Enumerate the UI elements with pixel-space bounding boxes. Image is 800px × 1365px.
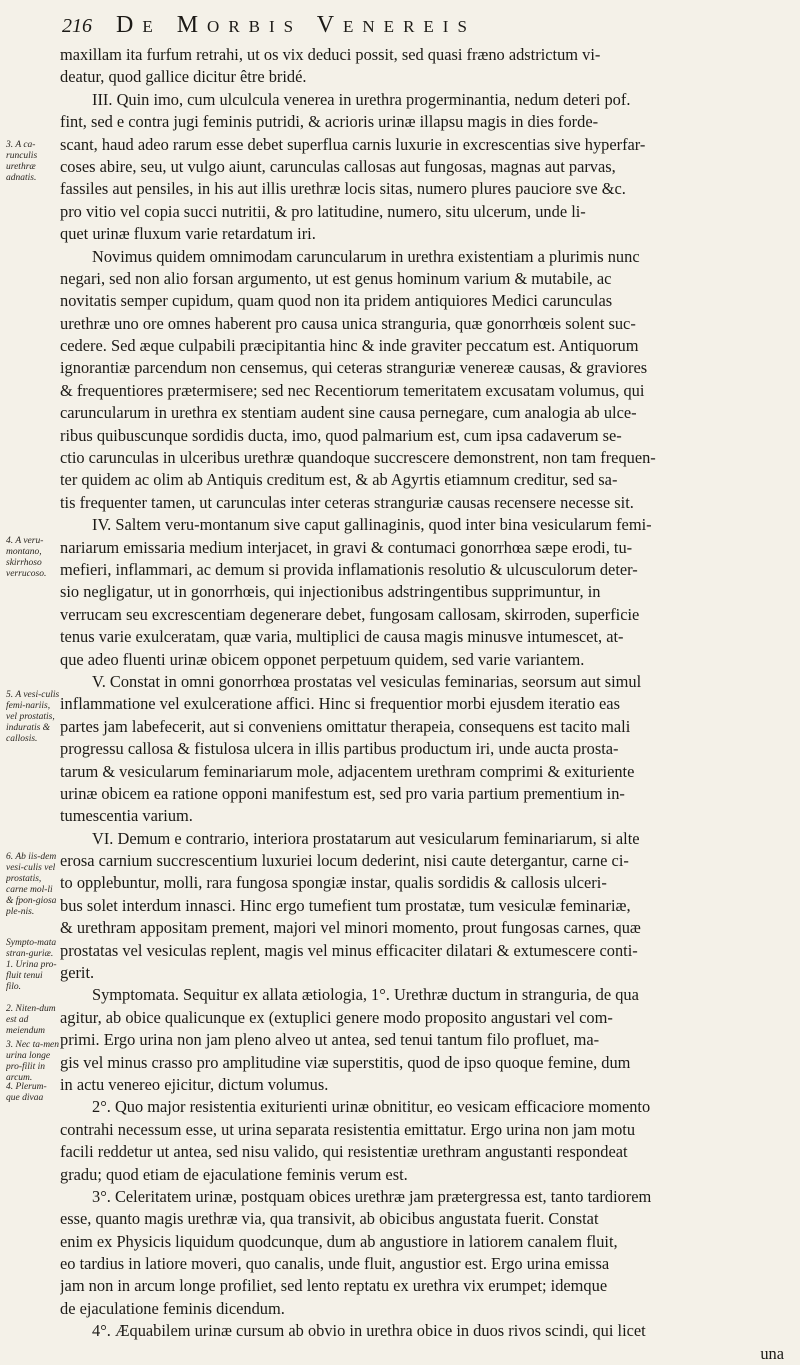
- text-line: scant, haud adeo rarum esse debet superflua carnis luxurie in excrescentias sive hyperfar-: [60, 134, 646, 154]
- text-line: gis vel minus crasso pro amplitudine viæ superstitis, quod de ipso quoque femine, dum: [60, 1052, 631, 1072]
- text-line: fassiles aut pensiles, in his aut illis urethræ locis sitas, numero plures pauciore sve &c.: [60, 179, 626, 199]
- text-line: 3°. Celeritatem urinæ, postquam obices urethræ jam prætergressa est, tanto tardiorem: [92, 1186, 652, 1206]
- text-line: esse, quanto magis urethræ via, qua transivit, ab obicibus angustata fuerit. Constat: [60, 1209, 599, 1229]
- text-line: gerit.: [60, 963, 95, 983]
- text-line: to opplebuntur, molli, rara fungosa spongiæ instar, qualis sordidis & callosis ulceri-: [60, 873, 607, 893]
- margin-note: Sympto-mata stran-guriæ. 1. Urina pro-fluit tenui filo.: [6, 938, 57, 992]
- main-text: [60, 44, 790, 1365]
- text-line: tenus varie exulceratam, quæ varia, multiplici de causa magis minusve intumescet, at-: [60, 627, 624, 647]
- margin-note: 6. Ab iis-dem vesi-culis vel prostatis, carne mol-li & fpon-giosa ple-nis.: [6, 852, 57, 917]
- text-line: III. Quin imo, cum ulculcula venerea in urethra progerminantia, nedum deteri pof.: [92, 89, 631, 109]
- text-line: prostatas vel vesiculas replent, magis vel minus efficaciter dilatari & extumescere conti-: [60, 940, 638, 960]
- margin-note: 3. A ca-runculis urethræ adnatis.: [6, 140, 38, 183]
- margin-notes: [0, 0, 58, 1113]
- text-line: IV. Saltem veru-montanum sive caput gallinaginis, quod inter bina vesicularum femi-: [92, 515, 652, 535]
- running-title: De Morbis Venereis: [116, 12, 476, 38]
- text-line: contrahi necessum esse, ut urina separata resistentia emittatur. Ergo urina non jam motu: [60, 1119, 636, 1139]
- text-line: mefieri, inflammari, ac demum si provida inflamationis resolutio & ulcusculorum deter-: [60, 559, 638, 579]
- text-line: 4°. Æquabilem urinæ cursum ab obvio in urethra obice in duos rivos scindi, qui licet: [92, 1321, 646, 1341]
- text-line: urethræ uno ore omnes haberent pro causa unica stranguria, quæ gonorrhœis solent suc-: [60, 313, 636, 333]
- margin-note: 2. Niten-dum est ad meiendum: [6, 1004, 56, 1036]
- margin-note: 4. A veru-montano, skirrhoso verrucoso.: [6, 536, 47, 579]
- text-line: verrucam seu excrescentiam degenerare debet, fungosam callosam, skirroden, superficie: [60, 604, 640, 624]
- text-line: V. Constat in omni gonorrhœa prostatas vel vesiculas feminarias, seorsum aut simul: [92, 671, 642, 691]
- text-line: primi. Ergo urina non jam pleno alveo ut antea, sed tenui tantum filo profluet, ma-: [60, 1030, 600, 1050]
- text-line: gradu; quod etiam de ejaculatione feminis verum est.: [60, 1164, 408, 1184]
- text-line: bus solet interdum innasci. Hinc ergo tumefient tum prostatæ, tum vesiculæ feminariæ,: [60, 895, 631, 915]
- text-line: Novimus quidem omnimodam caruncularum in urethra existentiam a plurimis nunc: [92, 246, 640, 266]
- text-line: coses abire, seu, ut vulgo aiunt, carunculas callosas aut fungosas, magnas aut parvas,: [60, 156, 616, 176]
- text-line: pro vitio vel copia succi nutritii, & pro latitudine, numero, situ ulcerum, unde li-: [60, 201, 586, 221]
- text-line: & frequentiores prætermisere; sed nec Recentiorum temeritatem excusatam volumus, qui: [60, 380, 645, 400]
- text-line: sio negligatur, ut in gonorrhœis, qui injectionibus adstringentibus supprimuntur, in: [60, 582, 601, 602]
- text-line: que adeo fluenti urinæ obicem opponet perpetuum quidem, sed varie variantem.: [60, 649, 585, 669]
- text-line: facili reddetur ut antea, sed nisu valido, qui resistentiæ urethram angustanti respondeat: [60, 1142, 628, 1162]
- text-line: & urethram appositam prement, majori vel minori momento, prout fungosas carnes, quæ: [60, 918, 641, 938]
- text-line: negari, sed non alio forsan argumento, ut est genus hominum varium & mutabile, ac: [60, 268, 612, 288]
- text-line: jam non in arcum longe profiliet, sed lento reptatu ex urethra vix erumpet; idemque: [60, 1276, 608, 1296]
- text-line: cedere. Sed æque culpabili præcipitantia hinc & inde graviter peccatum est. Antiquorum: [60, 336, 639, 356]
- text-line: maxillam ita furfum retrahi, ut os vix deduci possit, sed quasi fræno adstrictum vi-: [60, 45, 601, 64]
- text-line: fint, sed e contra jugi feminis putridi, & acrioris urinæ illapsu magis in dies forde-: [60, 112, 599, 132]
- text-line: erosa carnium succrescentium luxuriei locum dederint, nisi caute detergantur, carne ci-: [60, 851, 629, 871]
- text-line: VI. Demum e contrario, interiora prostatarum aut vesicularum feminariarum, si alte: [92, 828, 640, 848]
- text-line: inflammatione vel exulceratione affici. Hinc si frequentior morbi ejusdem iteratio eas: [60, 694, 620, 714]
- margin-note: 5. A vesi-culis femi-nariis, vel prostatis, induratis & callosis.: [6, 690, 60, 744]
- text-line: tis frequenter tamen, ut carunculas inter ceteras stranguriæ causas recensere necesse sit.: [60, 492, 634, 512]
- text-line: tarum & vesicularum feminariarum mole, adjacentem urethram comprimi & exituriente: [60, 761, 635, 781]
- text-line: progressu callosa & fistulosa ulcera in illis partibus productum iri, unde aucta prosta-: [60, 739, 619, 759]
- text-line: quet urinæ fluxum varie retardatum iri.: [60, 224, 316, 244]
- text-line: caruncularum in urethra ex stentiam audent sine causa pernegare, cum analogia ab ulce-: [60, 403, 637, 423]
- margin-note: 3. Nec ta-men urina longe pro-filit in arcum.: [6, 1040, 60, 1083]
- text-line: novitatis semper cupidum, quam quod non ita pridem antiquiores Medici carunculas: [60, 291, 613, 311]
- catchword: una: [760, 1343, 784, 1363]
- text-line: de ejaculatione feminis dicendum.: [60, 1298, 285, 1318]
- text-line: tumescentia varium.: [60, 806, 193, 826]
- page-number: 216: [62, 15, 92, 37]
- text-line: 2°. Quo major resistentia exiturienti urinæ obnititur, eo vesicam efficaciore momento: [92, 1097, 651, 1117]
- text-line: deatur, quod gallice dicitur être bridé.: [60, 67, 307, 87]
- text-line: ctio carunculas in ulceribus urethræ quandoque succrescere demonstrent, non tam frequen-: [60, 448, 656, 468]
- text-line: agitur, ab obice qualicunque ex (extuplici genere modo proposito angustari vel com-: [60, 1007, 613, 1027]
- text-line: nariarum emissaria medium interjacet, in gravi & contumaci gonorrhœa sæpe erodi, tu-: [60, 537, 633, 557]
- text-line: eo tardius in latiore moveri, quo canalis, unde fluit, angustior est. Ergo urina emissa: [60, 1254, 610, 1274]
- text-line: Symptomata. Sequitur ex allata ætiologia, 1°. Urethræ ductum in stranguria, de qua: [92, 985, 639, 1005]
- text-line: ignorantiæ parcendum non censemus, qui ceteras stranguriæ venereæ causas, & graviores: [60, 358, 648, 378]
- text-line: partes jam labefecerit, aut si conveniens omittatur therapeia, consequens est tacito mali: [60, 716, 631, 736]
- text-line: in actu venereo ejicitur, dictum volumus.: [60, 1074, 329, 1094]
- text-line: urinæ obicem ea ratione opponi manifestum est, sed pro varia partium prementium in-: [60, 783, 625, 803]
- page-header: [62, 12, 780, 39]
- text-line: enim ex Physicis liquidum quodcunque, dum ab angustiore in latiorem canalem fluit,: [60, 1231, 618, 1251]
- text-line: ribus quibuscunque sordidis ducta, imo, quod palmarium est, cum ipsa cadaverum se-: [60, 425, 622, 445]
- margin-note: 4. Plerum-que divaa: [6, 1082, 47, 1103]
- text-line: ter quidem ac olim ab Antiquis creditum est, & ab Agyrtis etiamnum creditur, sed sa-: [60, 470, 618, 490]
